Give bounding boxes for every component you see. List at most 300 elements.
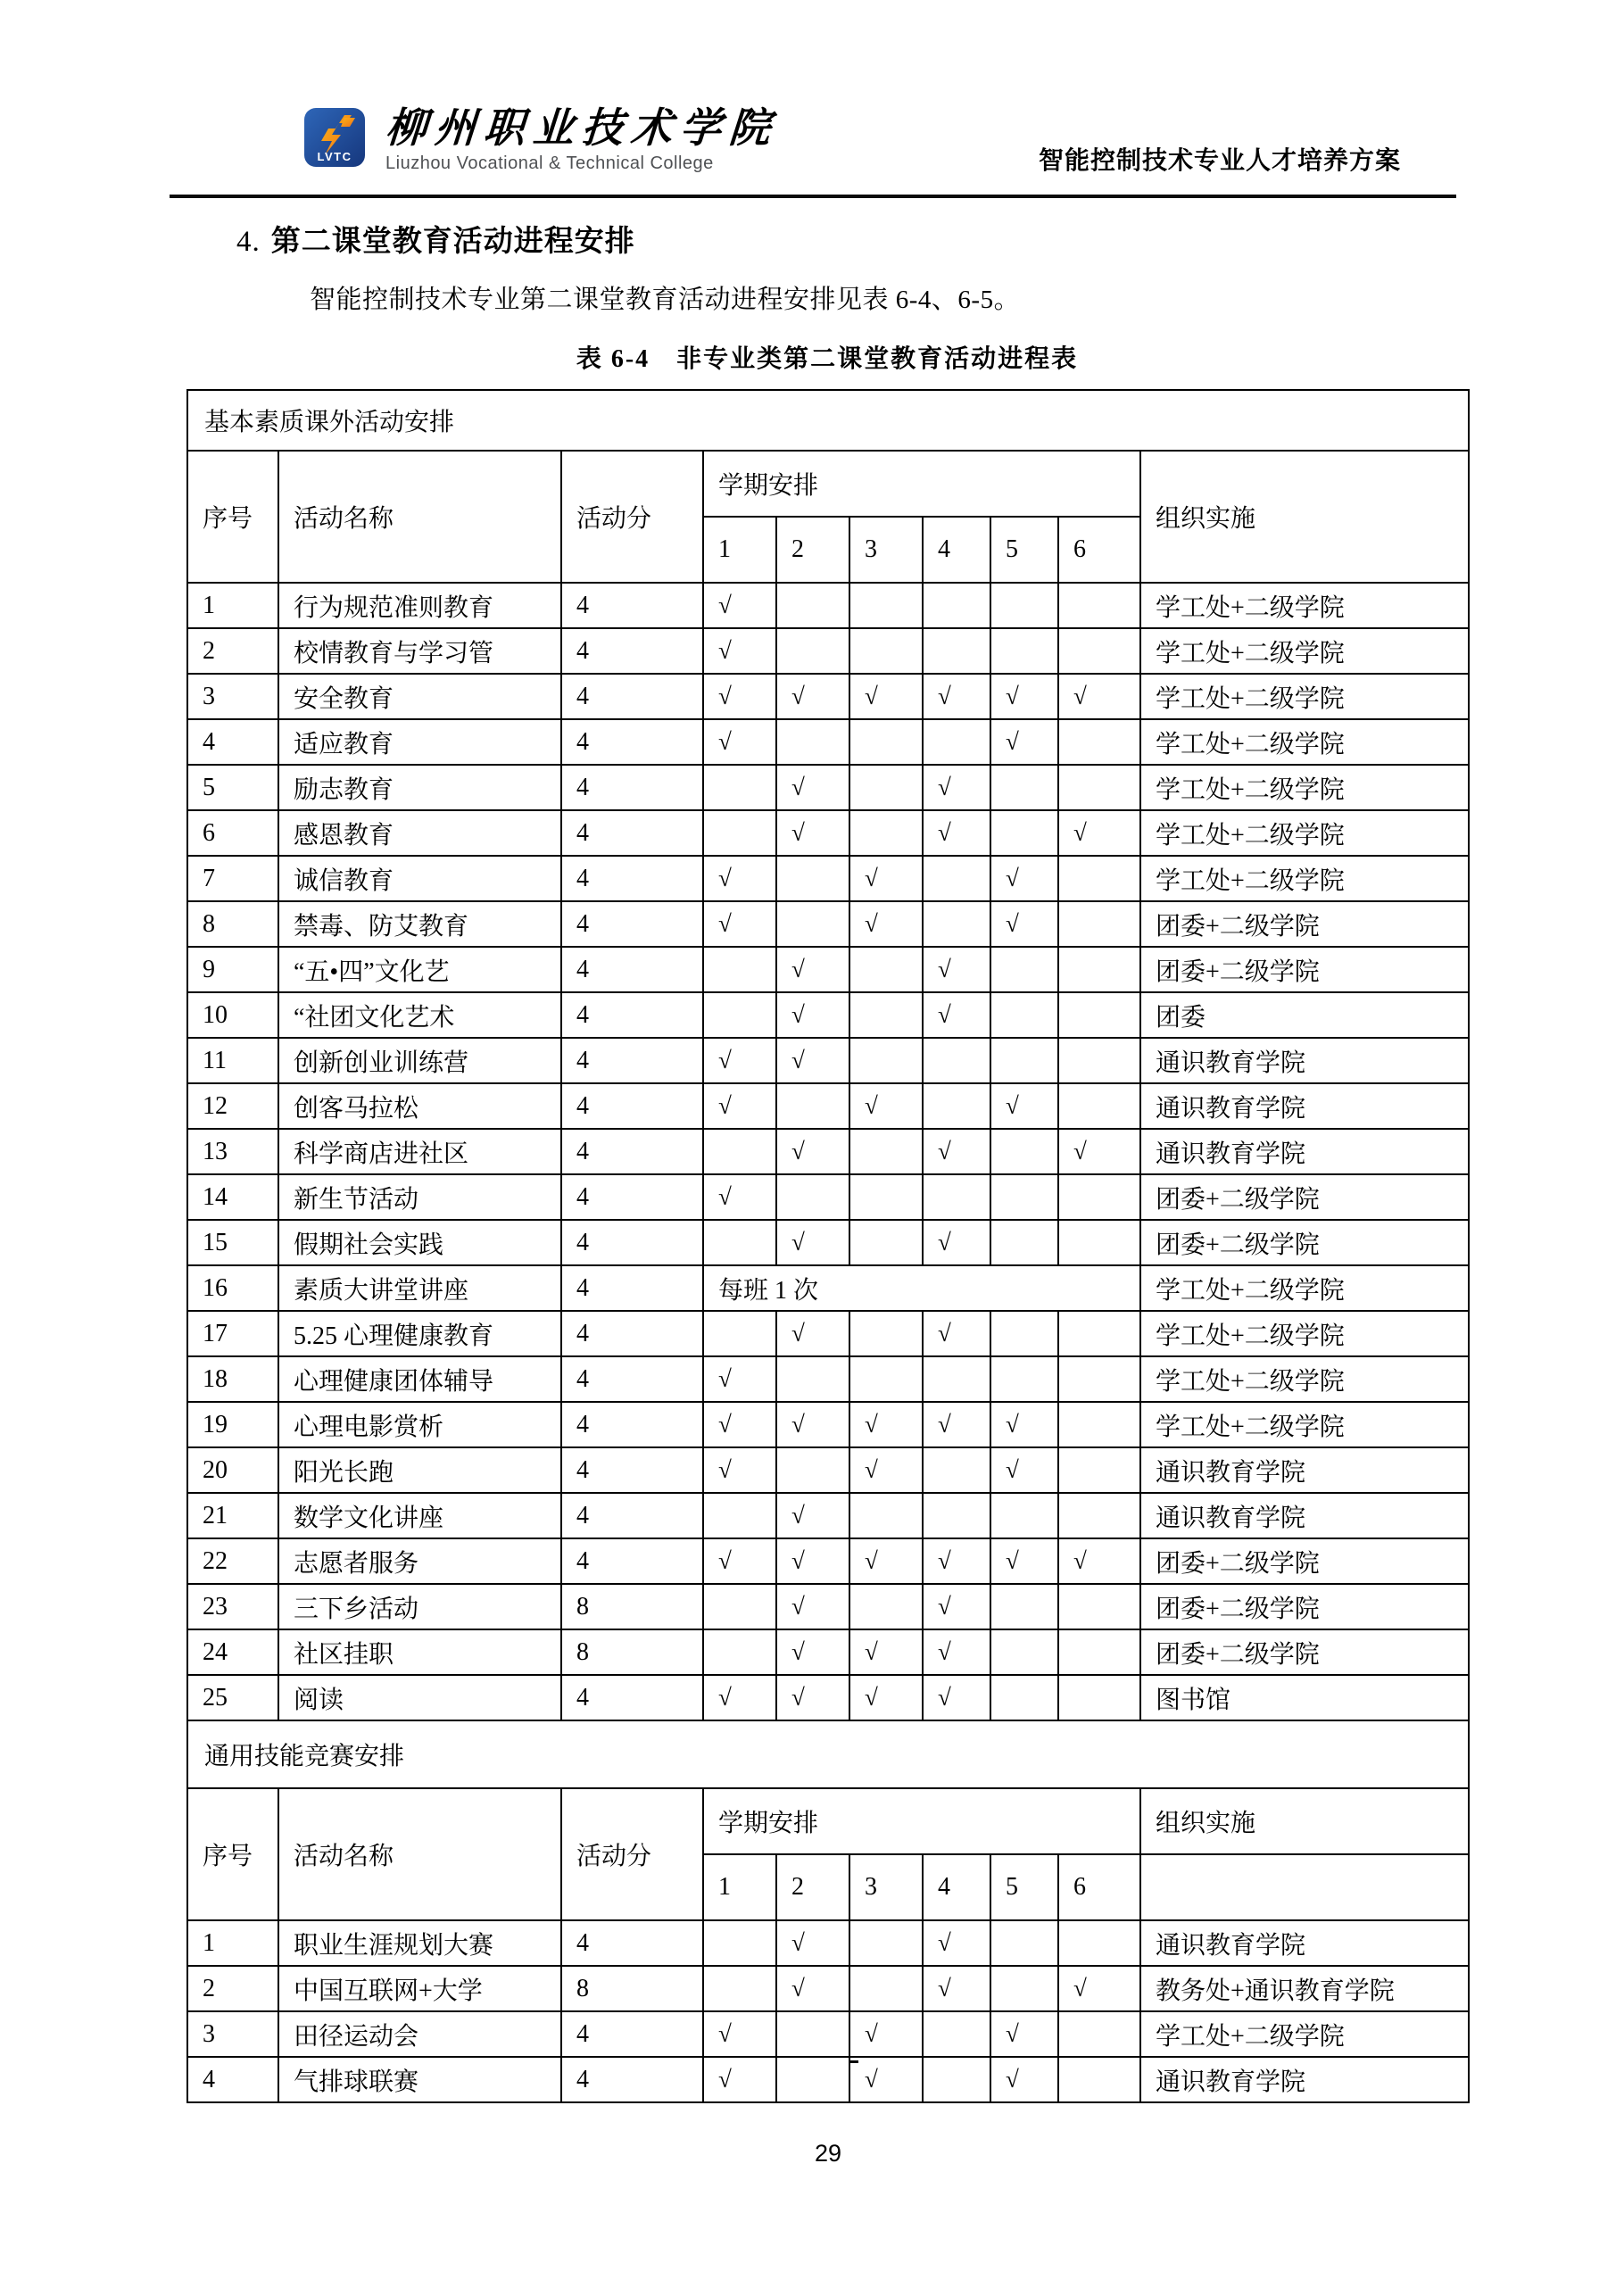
semester-1-cell: √	[703, 1038, 776, 1083]
activity-name: 诚信教育	[278, 856, 561, 901]
college-name-en: Liuzhou Vocational & Technical College	[385, 153, 714, 174]
semester-3-cell	[849, 719, 923, 765]
activity-points: 4	[561, 1402, 703, 1447]
intro-paragraph: 智能控制技术专业第二课堂教育活动进程安排见表 6-4、6-5。	[310, 286, 1021, 314]
semester-6-header: 6	[1058, 517, 1140, 583]
organizer: 通识教育学院	[1140, 1038, 1469, 1083]
college-name-cn: 柳州职业技术学院	[384, 105, 780, 151]
header-divider	[170, 195, 1456, 198]
row-seq: 5	[187, 765, 278, 810]
semester-3-cell: √	[849, 1629, 923, 1675]
semester-6-cell	[1058, 1311, 1140, 1356]
semester-1-cell: √	[703, 1083, 776, 1129]
semester-3-header: 3	[849, 517, 923, 583]
semester-3-cell	[849, 1920, 923, 1966]
organizer: 团委+二级学院	[1140, 1174, 1469, 1220]
semester-3-cell	[849, 583, 923, 628]
semester-5-cell	[990, 1920, 1058, 1966]
organizer: 学工处+二级学院	[1140, 583, 1469, 628]
organizer: 通识教育学院	[1140, 1129, 1469, 1174]
part1-rows	[187, 583, 1469, 1720]
activity-name: 数学文化讲座	[278, 1493, 561, 1538]
row-seq: 13	[187, 1129, 278, 1174]
part2-title: 通用技能竞赛安排	[187, 1720, 1469, 1788]
semester-3-cell: √	[849, 1447, 923, 1493]
semester-1-cell	[703, 810, 776, 856]
semester-1-cell: √	[703, 674, 776, 719]
organizer: 通识教育学院	[1140, 1920, 1469, 1966]
semester-2-cell: √	[776, 1538, 849, 1584]
semester-3-cell	[849, 810, 923, 856]
row-seq: 9	[187, 947, 278, 992]
activity-points: 4	[561, 1174, 703, 1220]
organizer: 学工处+二级学院	[1140, 856, 1469, 901]
semester-3-cell: √	[849, 1538, 923, 1584]
organizer: 通识教育学院	[1140, 2057, 1469, 2102]
semester-4-cell	[923, 1038, 990, 1083]
semester-5-cell	[990, 1629, 1058, 1675]
table-row	[187, 1402, 1469, 1447]
semester-6-cell	[1058, 1220, 1140, 1265]
activity-name: 社区挂职	[278, 1629, 561, 1675]
row-seq: 3	[187, 2011, 278, 2057]
semester-4-cell: √	[923, 1966, 990, 2011]
activity-name: 素质大讲堂讲座	[278, 1265, 561, 1311]
semester-1-cell	[703, 1129, 776, 1174]
semester-4-header: 4	[923, 1854, 990, 1920]
semester-2-cell	[776, 1356, 849, 1402]
semester-2-cell: √	[776, 1129, 849, 1174]
semester-6-cell	[1058, 1920, 1140, 1966]
semester-6-header: 6	[1058, 1854, 1140, 1920]
organizer: 团委+二级学院	[1140, 947, 1469, 992]
semester-4-cell: √	[923, 1629, 990, 1675]
table-row	[187, 1356, 1469, 1402]
semester-6-cell: √	[1058, 1129, 1140, 1174]
semester-1-cell: √	[703, 901, 776, 947]
semester-4-cell: √	[923, 1311, 990, 1356]
activity-name: 阳光长跑	[278, 1447, 561, 1493]
semester-2-cell: √	[776, 1584, 849, 1629]
semester-2-cell: √	[776, 1038, 849, 1083]
part2-header-row-1	[187, 1788, 1469, 1854]
semester-1-header: 1	[703, 517, 776, 583]
activity-points: 4	[561, 947, 703, 992]
semester-2-cell	[776, 583, 849, 628]
semester-6-cell	[1058, 901, 1140, 947]
activity-points: 4	[561, 856, 703, 901]
part2-rows	[187, 1920, 1469, 2102]
semester-5-cell	[990, 992, 1058, 1038]
activity-name: 行为规范准则教育	[278, 583, 561, 628]
semester-4-cell: √	[923, 674, 990, 719]
table-row	[187, 1538, 1469, 1584]
doc-title: 智能控制技术专业人才培养方案	[1038, 147, 1401, 175]
table-row	[187, 628, 1469, 674]
semester-4-cell: √	[923, 1220, 990, 1265]
semester-5-cell	[990, 810, 1058, 856]
semester-6-cell	[1058, 947, 1140, 992]
table-row	[187, 1447, 1469, 1493]
activity-points: 4	[561, 810, 703, 856]
semester-3-cell: √	[849, 1083, 923, 1129]
organizer: 学工处+二级学院	[1140, 628, 1469, 674]
activity-points: 4	[561, 1129, 703, 1174]
semester-1-cell: √	[703, 2057, 776, 2102]
table-row	[187, 1675, 1469, 1720]
row-seq: 1	[187, 1920, 278, 1966]
organizer: 学工处+二级学院	[1140, 674, 1469, 719]
semester-4-header: 4	[923, 517, 990, 583]
organizer: 学工处+二级学院	[1140, 810, 1469, 856]
semester-5-cell: √	[990, 2057, 1058, 2102]
section-title: 第二课堂教育活动进程安排	[270, 226, 635, 258]
semester-1-cell: √	[703, 583, 776, 628]
semester-5-cell	[990, 765, 1058, 810]
semester-6-cell	[1058, 2011, 1140, 2057]
semester-1-cell: √	[703, 856, 776, 901]
table-row	[187, 1129, 1469, 1174]
semester-1-cell	[703, 765, 776, 810]
semester-6-cell	[1058, 1493, 1140, 1538]
semester-3-cell: √	[849, 2011, 923, 2057]
semester-2-cell	[776, 901, 849, 947]
semester-2-cell	[776, 719, 849, 765]
semester-5-cell	[990, 1174, 1058, 1220]
col-header-semester-group: 学期安排	[703, 1788, 1140, 1854]
part1-header-row-1	[187, 451, 1469, 517]
semester-5-cell: √	[990, 674, 1058, 719]
organizer: 团委+二级学院	[1140, 1629, 1469, 1675]
table-row	[187, 992, 1469, 1038]
semester-1-cell: √	[703, 719, 776, 765]
semester-4-cell	[923, 1083, 990, 1129]
row-seq: 2	[187, 1966, 278, 2011]
row-seq: 3	[187, 674, 278, 719]
table-row	[187, 674, 1469, 719]
activity-name: 感恩教育	[278, 810, 561, 856]
activity-points: 4	[561, 628, 703, 674]
activity-name: 心理健康团体辅导	[278, 1356, 561, 1402]
row-seq: 2	[187, 628, 278, 674]
col-header-seq: 序号	[187, 451, 278, 583]
row-seq: 7	[187, 856, 278, 901]
organizer: 团委+二级学院	[1140, 901, 1469, 947]
col-header-org: 组织实施	[1140, 451, 1469, 583]
semester-6-cell	[1058, 1584, 1140, 1629]
semester-4-cell	[923, 583, 990, 628]
semester-1-cell: √	[703, 1538, 776, 1584]
semester-1-cell: √	[703, 628, 776, 674]
semester-5-cell: √	[990, 856, 1058, 901]
semester-3-cell: √	[849, 1675, 923, 1720]
semester-4-cell: √	[923, 992, 990, 1038]
semester-6-cell	[1058, 1356, 1140, 1402]
semester-2-cell	[776, 1174, 849, 1220]
activity-points: 4	[561, 1038, 703, 1083]
semester-6-cell	[1058, 1629, 1140, 1675]
semester-1-cell	[703, 1584, 776, 1629]
semester-3-cell: √	[849, 2057, 923, 2102]
semester-6-cell	[1058, 2057, 1140, 2102]
table-row	[187, 1083, 1469, 1129]
col-header-org-empty	[1140, 1854, 1469, 1920]
activity-points: 4	[561, 2057, 703, 2102]
semester-3-cell: √	[849, 901, 923, 947]
semester-2-cell: √	[776, 1920, 849, 1966]
semester-4-cell	[923, 719, 990, 765]
row-seq: 15	[187, 1220, 278, 1265]
semester-3-cell	[849, 1493, 923, 1538]
row-seq: 6	[187, 810, 278, 856]
organizer: 通识教育学院	[1140, 1083, 1469, 1129]
semester-1-cell: √	[703, 2011, 776, 2057]
semester-4-cell: √	[923, 1675, 990, 1720]
semester-6-cell	[1058, 856, 1140, 901]
section-number: 4.	[236, 226, 261, 258]
semester-6-cell	[1058, 1083, 1140, 1129]
semester-4-cell	[923, 2011, 990, 2057]
semester-4-cell	[923, 2057, 990, 2102]
semester-4-cell	[923, 1447, 990, 1493]
organizer: 学工处+二级学院	[1140, 719, 1469, 765]
table-row	[187, 2057, 1469, 2102]
table-row	[187, 2011, 1469, 2057]
semester-2-cell: √	[776, 1966, 849, 2011]
semester-1-cell: √	[703, 1447, 776, 1493]
semester-1-header: 1	[703, 1854, 776, 1920]
semester-2-cell: √	[776, 1675, 849, 1720]
organizer: 通识教育学院	[1140, 1493, 1469, 1538]
table-caption: 表 6-4 非专业类第二课堂教育活动进程表	[576, 345, 1079, 373]
table-row	[187, 1265, 1469, 1311]
table-row	[187, 1311, 1469, 1356]
semester-3-cell	[849, 1129, 923, 1174]
table-row	[187, 1174, 1469, 1220]
semester-1-cell	[703, 1966, 776, 2011]
row-seq: 17	[187, 1311, 278, 1356]
activity-name: 5.25 心理健康教育	[278, 1311, 561, 1356]
semester-2-cell: √	[776, 1629, 849, 1675]
semester-6-cell: √	[1058, 810, 1140, 856]
table-row	[187, 810, 1469, 856]
semester-5-cell	[990, 1220, 1058, 1265]
activity-name: 气排球联赛	[278, 2057, 561, 2102]
college-name-block	[385, 107, 778, 174]
activity-points: 4	[561, 1538, 703, 1584]
organizer: 通识教育学院	[1140, 1447, 1469, 1493]
semester-6-cell	[1058, 992, 1140, 1038]
activity-points: 4	[561, 719, 703, 765]
semester-5-cell	[990, 583, 1058, 628]
row-seq: 11	[187, 1038, 278, 1083]
semester-1-cell	[703, 992, 776, 1038]
part2-title-row	[187, 1720, 1469, 1788]
semester-4-cell	[923, 1174, 990, 1220]
row-seq: 22	[187, 1538, 278, 1584]
table-row	[187, 1220, 1469, 1265]
semester-5-cell: √	[990, 1402, 1058, 1447]
semester-5-cell	[990, 628, 1058, 674]
activity-points: 4	[561, 901, 703, 947]
semester-3-cell	[849, 992, 923, 1038]
section-heading	[236, 218, 1624, 260]
semester-5-cell: √	[990, 1447, 1058, 1493]
activity-name: 适应教育	[278, 719, 561, 765]
activity-points: 8	[561, 1584, 703, 1629]
row-seq: 16	[187, 1265, 278, 1311]
activity-name: 田径运动会	[278, 2011, 561, 2057]
activity-name: 创新创业训练营	[278, 1038, 561, 1083]
lvtc-logo-icon	[303, 107, 366, 168]
semester-2-cell	[776, 856, 849, 901]
college-logo	[303, 107, 366, 168]
semester-1-cell	[703, 1220, 776, 1265]
semester-4-cell: √	[923, 765, 990, 810]
activity-points: 4	[561, 1447, 703, 1493]
activity-points: 4	[561, 992, 703, 1038]
semester-5-cell: √	[990, 1083, 1058, 1129]
semester-3-cell	[849, 1220, 923, 1265]
semester-3-header: 3	[849, 1854, 923, 1920]
semester-6-cell	[1058, 1174, 1140, 1220]
semester-2-cell: √	[776, 1493, 849, 1538]
semester-6-cell	[1058, 765, 1140, 810]
semester-1-cell	[703, 1920, 776, 1966]
semester-2-cell: √	[776, 992, 849, 1038]
organizer: 学工处+二级学院	[1140, 765, 1469, 810]
semester-5-cell: √	[990, 1538, 1058, 1584]
row-seq: 24	[187, 1629, 278, 1675]
semester-4-cell	[923, 901, 990, 947]
semester-1-cell: √	[703, 1675, 776, 1720]
semester-3-cell: √	[849, 674, 923, 719]
activity-points: 4	[561, 1083, 703, 1129]
semester-6-cell: √	[1058, 674, 1140, 719]
activity-points: 4	[561, 1920, 703, 1966]
semester-2-cell: √	[776, 1311, 849, 1356]
row-seq: 25	[187, 1675, 278, 1720]
activity-name: 新生节活动	[278, 1174, 561, 1220]
table-row	[187, 583, 1469, 628]
table-row	[187, 765, 1469, 810]
col-header-points: 活动分	[561, 1788, 703, 1920]
semester-3-cell	[849, 1356, 923, 1402]
activity-name: 励志教育	[278, 765, 561, 810]
semester-3-cell	[849, 1584, 923, 1629]
semester-6-cell	[1058, 719, 1140, 765]
activity-points: 4	[561, 1220, 703, 1265]
organizer: 学工处+二级学院	[1140, 1311, 1469, 1356]
activity-points: 4	[561, 1311, 703, 1356]
semester-5-header: 5	[990, 1854, 1058, 1920]
organizer: 学工处+二级学院	[1140, 1356, 1469, 1402]
semester-4-cell: √	[923, 1538, 990, 1584]
semester-5-cell	[990, 1493, 1058, 1538]
semester-2-cell	[776, 1447, 849, 1493]
activity-points: 4	[561, 1265, 703, 1311]
semester-2-header: 2	[776, 517, 849, 583]
organizer: 图书馆	[1140, 1675, 1469, 1720]
page-content	[0, 214, 1624, 2103]
semester-5-cell	[990, 1129, 1058, 1174]
semester-6-cell	[1058, 1675, 1140, 1720]
semester-1-cell	[703, 947, 776, 992]
table-row	[187, 1493, 1469, 1538]
semester-2-cell	[776, 2057, 849, 2102]
semester-4-cell: √	[923, 1129, 990, 1174]
activity-name: 心理电影赏析	[278, 1402, 561, 1447]
semester-5-header: 5	[990, 517, 1058, 583]
semester-5-cell: √	[990, 2011, 1058, 2057]
table-row	[187, 719, 1469, 765]
semester-1-cell	[703, 1629, 776, 1675]
row-seq: 4	[187, 719, 278, 765]
page-header-brand	[303, 107, 778, 174]
semester-4-cell: √	[923, 947, 990, 992]
semester-6-cell: √	[1058, 1966, 1140, 2011]
semester-2-cell	[776, 628, 849, 674]
organizer: 学工处+二级学院	[1140, 2011, 1469, 2057]
semester-5-cell	[990, 1038, 1058, 1083]
row-seq: 4	[187, 2057, 278, 2102]
organizer: 团委+二级学院	[1140, 1538, 1469, 1584]
semester-4-cell: √	[923, 1920, 990, 1966]
activity-name: “五•四”文化艺	[278, 947, 561, 992]
semester-5-cell	[990, 1356, 1058, 1402]
table-row	[187, 1966, 1469, 2011]
semester-5-cell	[990, 1966, 1058, 2011]
row-seq: 14	[187, 1174, 278, 1220]
activity-name: 中国互联网+大学	[278, 1966, 561, 2011]
activity-points: 4	[561, 1356, 703, 1402]
semester-4-cell	[923, 628, 990, 674]
semester-2-cell: √	[776, 765, 849, 810]
activity-name: 安全教育	[278, 674, 561, 719]
activity-name: 假期社会实践	[278, 1220, 561, 1265]
row-seq: 12	[187, 1083, 278, 1129]
semester-3-cell	[849, 1174, 923, 1220]
organizer: 教务处+通识教育学院	[1140, 1966, 1469, 2011]
organizer: 团委+二级学院	[1140, 1584, 1469, 1629]
semester-1-cell: √	[703, 1174, 776, 1220]
organizer: 学工处+二级学院	[1140, 1402, 1469, 1447]
table-row	[187, 1629, 1469, 1675]
semester-2-cell: √	[776, 947, 849, 992]
activity-name: 科学商店进社区	[278, 1129, 561, 1174]
semester-1-cell: √	[703, 1356, 776, 1402]
activity-points: 4	[561, 1675, 703, 1720]
col-header-seq: 序号	[187, 1788, 278, 1920]
semester-6-cell	[1058, 1402, 1140, 1447]
organizer: 学工处+二级学院	[1140, 1265, 1469, 1311]
row-seq: 23	[187, 1584, 278, 1629]
activity-name: 三下乡活动	[278, 1584, 561, 1629]
semester-5-cell: √	[990, 719, 1058, 765]
table-row	[187, 1038, 1469, 1083]
semester-5-cell	[990, 1584, 1058, 1629]
activity-points: 4	[561, 674, 703, 719]
semester-2-cell: √	[776, 810, 849, 856]
activity-name: 志愿者服务	[278, 1538, 561, 1584]
semester-3-cell	[849, 765, 923, 810]
semester-1-cell	[703, 1311, 776, 1356]
semester-3-cell	[849, 1038, 923, 1083]
table-row	[187, 947, 1469, 992]
semester-span-note: 每班 1 次	[703, 1265, 1140, 1311]
semester-3-cell	[849, 1966, 923, 2011]
col-header-semester-group: 学期安排	[703, 451, 1140, 517]
